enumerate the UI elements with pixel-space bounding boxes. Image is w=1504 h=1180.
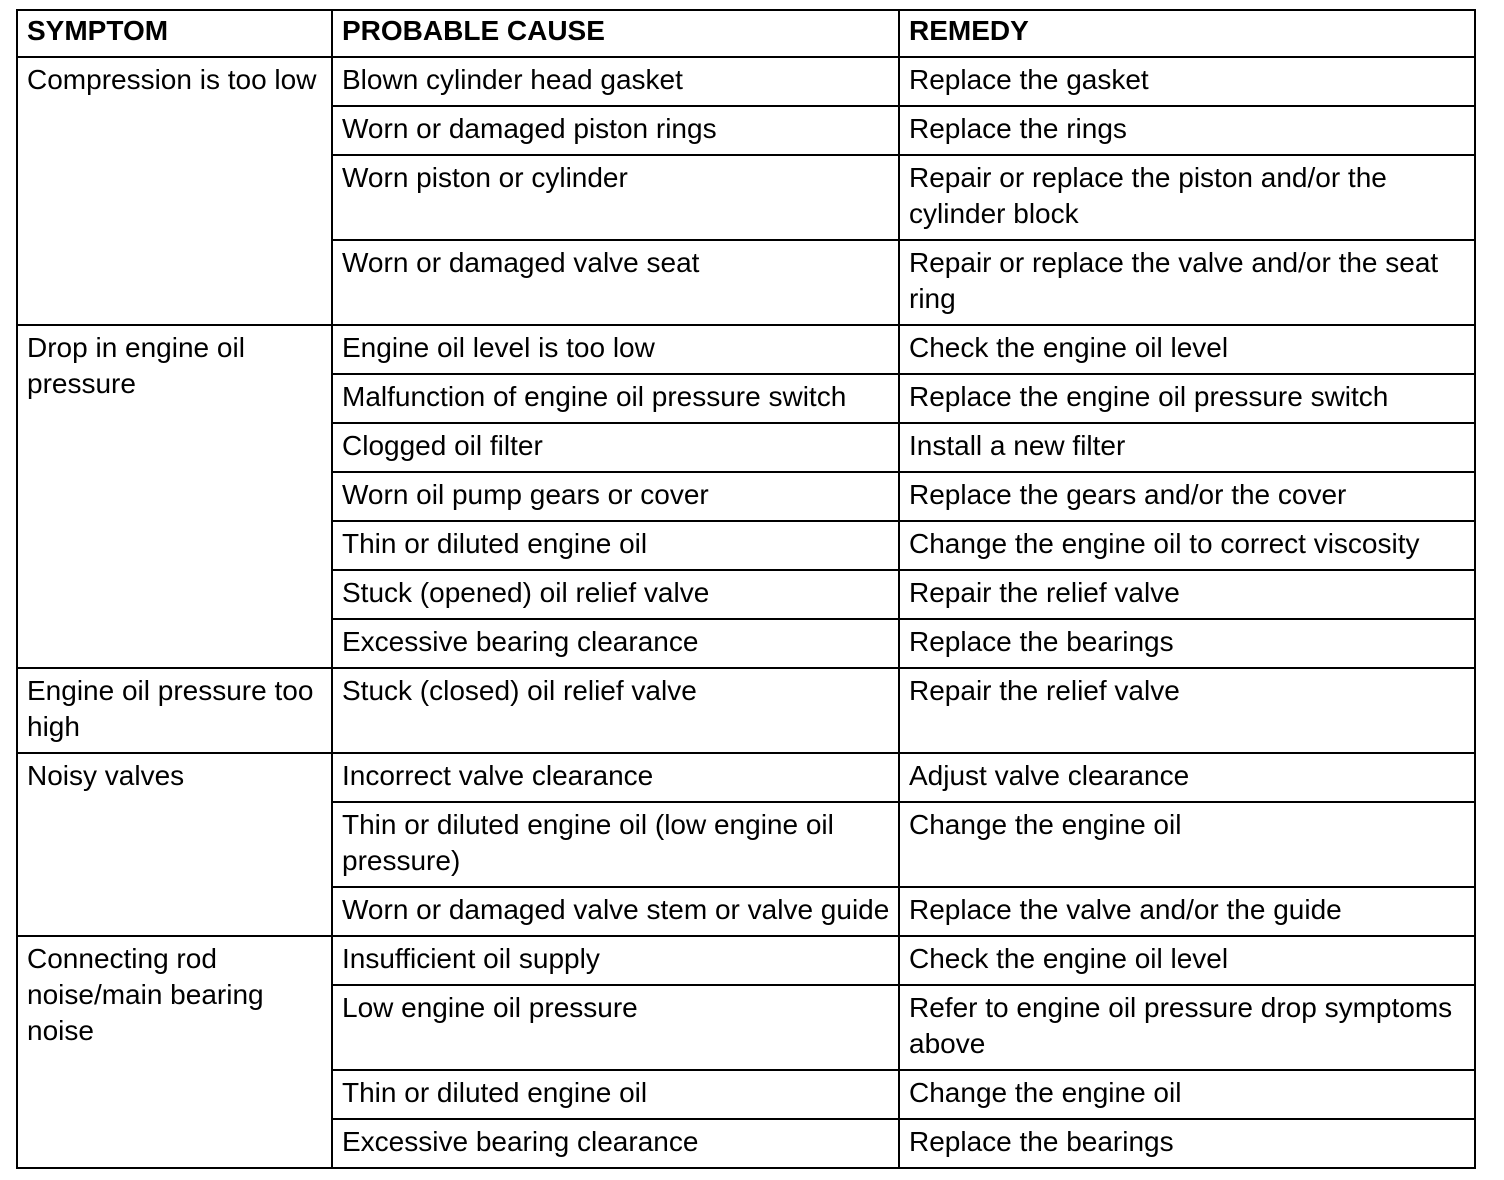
cause-cell: Worn oil pump gears or cover [332,472,899,521]
cause-cell: Excessive bearing clearance [332,1119,899,1168]
remedy-cell: Repair the relief valve [899,570,1475,619]
table-row [17,753,1475,802]
remedy-cell: Adjust valve clearance [899,753,1475,802]
remedy-cell: Replace the bearings [899,1119,1475,1168]
cause-cell: Thin or diluted engine oil [332,521,899,570]
symptom-cell: Compression is too low [17,57,332,325]
header-row [17,10,1475,57]
table-row [17,936,1475,985]
cause-cell: Excessive bearing clearance [332,619,899,668]
cause-cell: Malfunction of engine oil pressure switch [332,374,899,423]
remedy-cell: Check the engine oil level [899,936,1475,985]
cause-cell: Stuck (opened) oil relief valve [332,570,899,619]
symptom-cell: Engine oil pressure too high [17,668,332,753]
symptom-cell: Noisy valves [17,753,332,936]
remedy-cell: Repair or replace the valve and/or the seat ring [899,240,1475,325]
remedy-cell: Replace the valve and/or the guide [899,887,1475,936]
cause-cell: Incorrect valve clearance [332,753,899,802]
cause-cell: Worn or damaged valve stem or valve guide [332,887,899,936]
cause-cell: Stuck (closed) oil relief valve [332,668,899,753]
symptom-cell: Connecting rod noise/main bearing noise [17,936,332,1168]
remedy-cell: Install a new filter [899,423,1475,472]
cause-cell: Low engine oil pressure [332,985,899,1070]
remedy-cell: Check the engine oil level [899,325,1475,374]
table-row [17,57,1475,106]
remedy-cell: Replace the gasket [899,57,1475,106]
column-header-probable-cause: PROBABLE CAUSE [332,10,899,57]
troubleshooting-table [16,9,1476,1169]
remedy-cell: Change the engine oil to correct viscosity [899,521,1475,570]
table-row [17,668,1475,753]
cause-cell: Blown cylinder head gasket [332,57,899,106]
remedy-cell: Replace the rings [899,106,1475,155]
remedy-cell: Replace the bearings [899,619,1475,668]
cause-cell: Worn or damaged piston rings [332,106,899,155]
column-header-remedy: REMEDY [899,10,1475,57]
cause-cell: Worn piston or cylinder [332,155,899,240]
remedy-cell: Replace the engine oil pressure switch [899,374,1475,423]
symptom-cell: Drop in engine oil pressure [17,325,332,668]
cause-cell: Thin or diluted engine oil [332,1070,899,1119]
remedy-cell: Repair the relief valve [899,668,1475,753]
remedy-cell: Replace the gears and/or the cover [899,472,1475,521]
remedy-cell: Repair or replace the piston and/or the cylinder block [899,155,1475,240]
cause-cell: Thin or diluted engine oil (low engine oil pressure) [332,802,899,887]
cause-cell: Insufficient oil supply [332,936,899,985]
remedy-cell: Change the engine oil [899,1070,1475,1119]
cause-cell: Engine oil level is too low [332,325,899,374]
cause-cell: Clogged oil filter [332,423,899,472]
column-header-symptom: SYMPTOM [17,10,332,57]
remedy-cell: Refer to engine oil pressure drop symptoms above [899,985,1475,1070]
remedy-cell: Change the engine oil [899,802,1475,887]
table-row [17,325,1475,374]
cause-cell: Worn or damaged valve seat [332,240,899,325]
